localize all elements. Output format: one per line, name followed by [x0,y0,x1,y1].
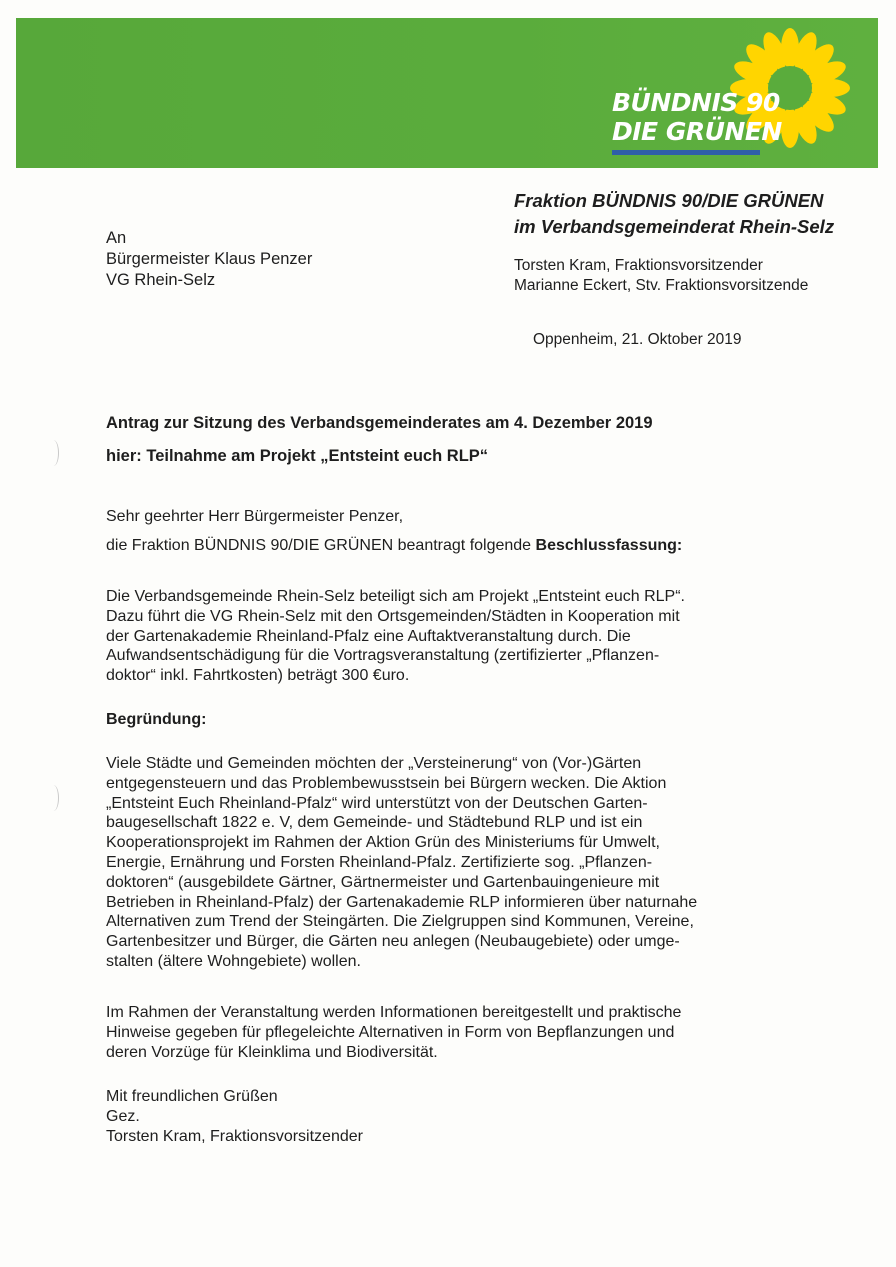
letter-closing [106,1087,363,1147]
recipient-address [106,228,312,291]
justification-paragraph [106,754,796,972]
paragraph-line: deren Vorzüge für Kleinklima und Biodiversität. [106,1043,438,1061]
paragraph-line: Hinweise gegeben für pflegeleichte Alternativen in Form von Bepflanzungen und [106,1023,675,1041]
paragraph-line: Viele Städte und Gemeinden möchten der „Versteinerung“ von (Vor-)Gärten [106,755,642,772]
subject-line-2: hier: Teilnahme am Projekt „Entsteint euch RLP“ [106,447,489,465]
closing-line-3: Torsten Kram, Fraktionsvorsitzender [106,1128,363,1145]
paragraph-line: Gartenbesitzer und Bürger, die Gärten neu anlegen (Neubaugebiete) oder umge- [106,933,680,951]
logo-line-1: BÜNDNIS 90 [612,88,780,117]
sender-person-2: Marianne Eckert, Stv. Fraktionsvorsitzende [514,277,809,294]
recipient-line-3: VG Rhein-Selz [106,271,216,289]
salutation: Sehr geehrter Herr Bürgermeister Penzer, [106,508,404,525]
resolution-paragraph [106,587,796,686]
paragraph-line: stalten (ältere Wohngebiete) wollen. [106,952,361,970]
logo-line-2: DIE GRÜNEN [612,117,782,146]
paragraph-line: Die Verbandsgemeinde Rhein-Selz beteiligt sich am Projekt „Entsteint euch RLP“. [106,588,685,605]
paragraph-line: Kooperationsprojekt im Rahmen der Aktion Grün des Ministeriums für Umwelt, [106,834,660,852]
closing-line-1: Mit freundlichen Grüßen [106,1088,278,1105]
letter-subject [106,407,653,473]
punch-hole-mark [48,440,59,466]
paragraph-line: doktor“ inkl. Fahrtkosten) beträgt 300 €uro. [106,667,410,685]
sender-persons [514,256,808,296]
closing-line-2: Gez. [106,1108,140,1125]
paragraph-line: Alternativen zum Trend der Steingärten. Die Zielgruppen sind Kommunen, Vereine, [106,913,694,931]
sender-organization [514,188,884,240]
sender-line-2: im Verbandsgemeinderat Rhein-Selz [514,216,835,237]
sender-line-1: Fraktion BÜNDNIS 90/DIE GRÜNEN [514,190,824,211]
logo-underline [612,150,760,155]
sender-person-1: Torsten Kram, Fraktionsvorsitzender [514,257,763,274]
paragraph-line: der Gartenakademie Rheinland-Pfalz eine Auftaktveranstaltung durch. Die [106,627,631,645]
paragraph-line: „Entsteint Euch Rheinland-Pfalz“ wird unterstützt von der Deutschen Garten- [106,794,648,812]
paragraph-line: Im Rahmen der Veranstaltung werden Informationen bereitgestellt und praktische [106,1004,682,1021]
paragraph-line: baugesellschaft 1822 e. V, dem Gemeinde- und Städtebund RLP und ist ein [106,814,643,832]
paragraph-line: doktoren“ (ausgebildete Gärtner, Gärtnermeister und Gartenbauingenieure mit [106,873,660,891]
paragraph-line: Aufwandsentschädigung für die Vortragsveranstaltung (zertifizierter „Pflanzen- [106,647,660,665]
recipient-line-2: Bürgermeister Klaus Penzer [106,250,313,268]
subject-line-1: Antrag zur Sitzung des Verbandsgemeinderates am 4. Dezember 2019 [106,414,653,432]
info-paragraph [106,1003,796,1062]
intro-text: die Fraktion BÜNDNIS 90/DIE GRÜNEN beantragt folgende [106,537,536,554]
justification-heading: Begründung: [106,711,207,728]
punch-hole-mark [48,785,59,811]
party-logo-text [612,88,782,146]
letter-date: Oppenheim, 21. Oktober 2019 [533,331,742,348]
paragraph-line: entgegensteuern und das Problembewusstsein bei Bürgern wecken. Die Aktion [106,774,667,792]
paragraph-line: Betrieben in Rheinland-Pfalz) der Gartenakademie RLP informieren über naturnahe [106,893,698,911]
recipient-line-1: An [106,229,127,247]
intro-bold: Beschlussfassung: [535,537,683,554]
intro-sentence [106,537,682,555]
paragraph-line: Energie, Ernährung und Forsten Rheinland-Pfalz. Zertifizierte sog. „Pflanzen- [106,853,653,871]
paragraph-line: Dazu führt die VG Rhein-Selz mit den Ortsgemeinden/Städten in Kooperation mit [106,607,680,625]
